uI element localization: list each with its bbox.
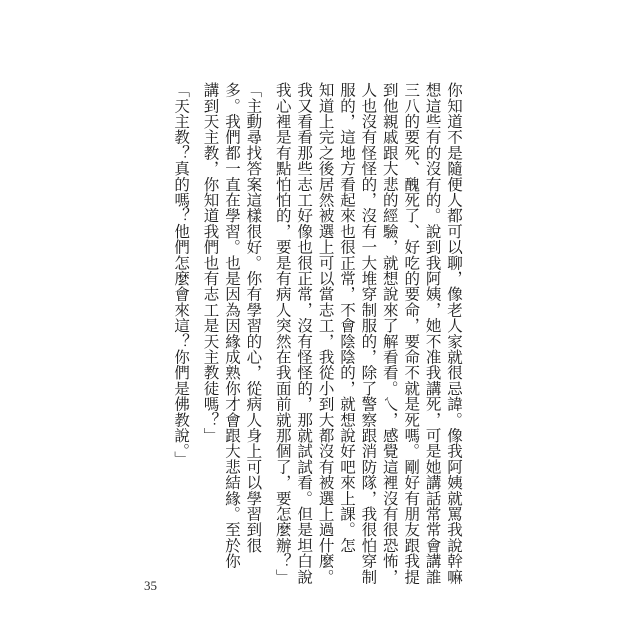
text-line: 三八的要死、醜死了、好吃的要命，要命不就是死嗎。剛好有朋友跟我提 [402,82,421,585]
text-line: 「天主教？真的嗎？他們怎麼會來這？你們是佛教說。」 [172,82,191,467]
page-number: 35 [144,578,157,593]
text-line: 我又看看那些志工好像也很正常，沒有怪怪的，那就試試看。但是坦白說 [295,82,314,585]
text-line: 人也沒有怪怪的，沒有一大堆穿制服的，除了警察跟消防隊，我很怕穿制 [359,82,378,585]
text-line: 想這些有的沒有的。說到我阿姨，她不准我講死，可是她講話常常會講誰 [423,82,442,585]
vertical-text-body [170,82,464,585]
text-line: 講到天主教，你知道我們也有志工是天主教徒嗎？」 [201,82,220,444]
paragraph-3 [170,82,191,562]
text-line: 我心裡是有點怕怕的，要是有病人突然在我面前就那個了，要怎麼辦？」 [273,82,292,585]
paragraph-1 [271,82,464,585]
paragraph-2 [199,82,263,569]
text-line: 多。我們都一直在學習。也是因為因緣成熟你才會跟大悲結緣。至於你 [222,82,241,569]
text-line: 到他親戚跟大悲的經驗，就想說來了解看看。乀，感覺這裡沒有很恐怖， [380,82,399,585]
text-line: 服的，這地方看起來也很正常，不會陰陰的，就想說好吧來上課。怎 [337,82,356,553]
text-line: 知道上完之後居然被選上可以當志工，我從小到大都沒有被選上過什麼。 [316,82,335,585]
text-line: 「主動尋找答案這樣很好。你有學習的心，從病人身上可以學習到很 [244,82,263,553]
text-line: 你知道不是隨便人都可以聊，像老人家就很忌諱。像我阿姨就罵我說幹嘛 [445,82,463,585]
